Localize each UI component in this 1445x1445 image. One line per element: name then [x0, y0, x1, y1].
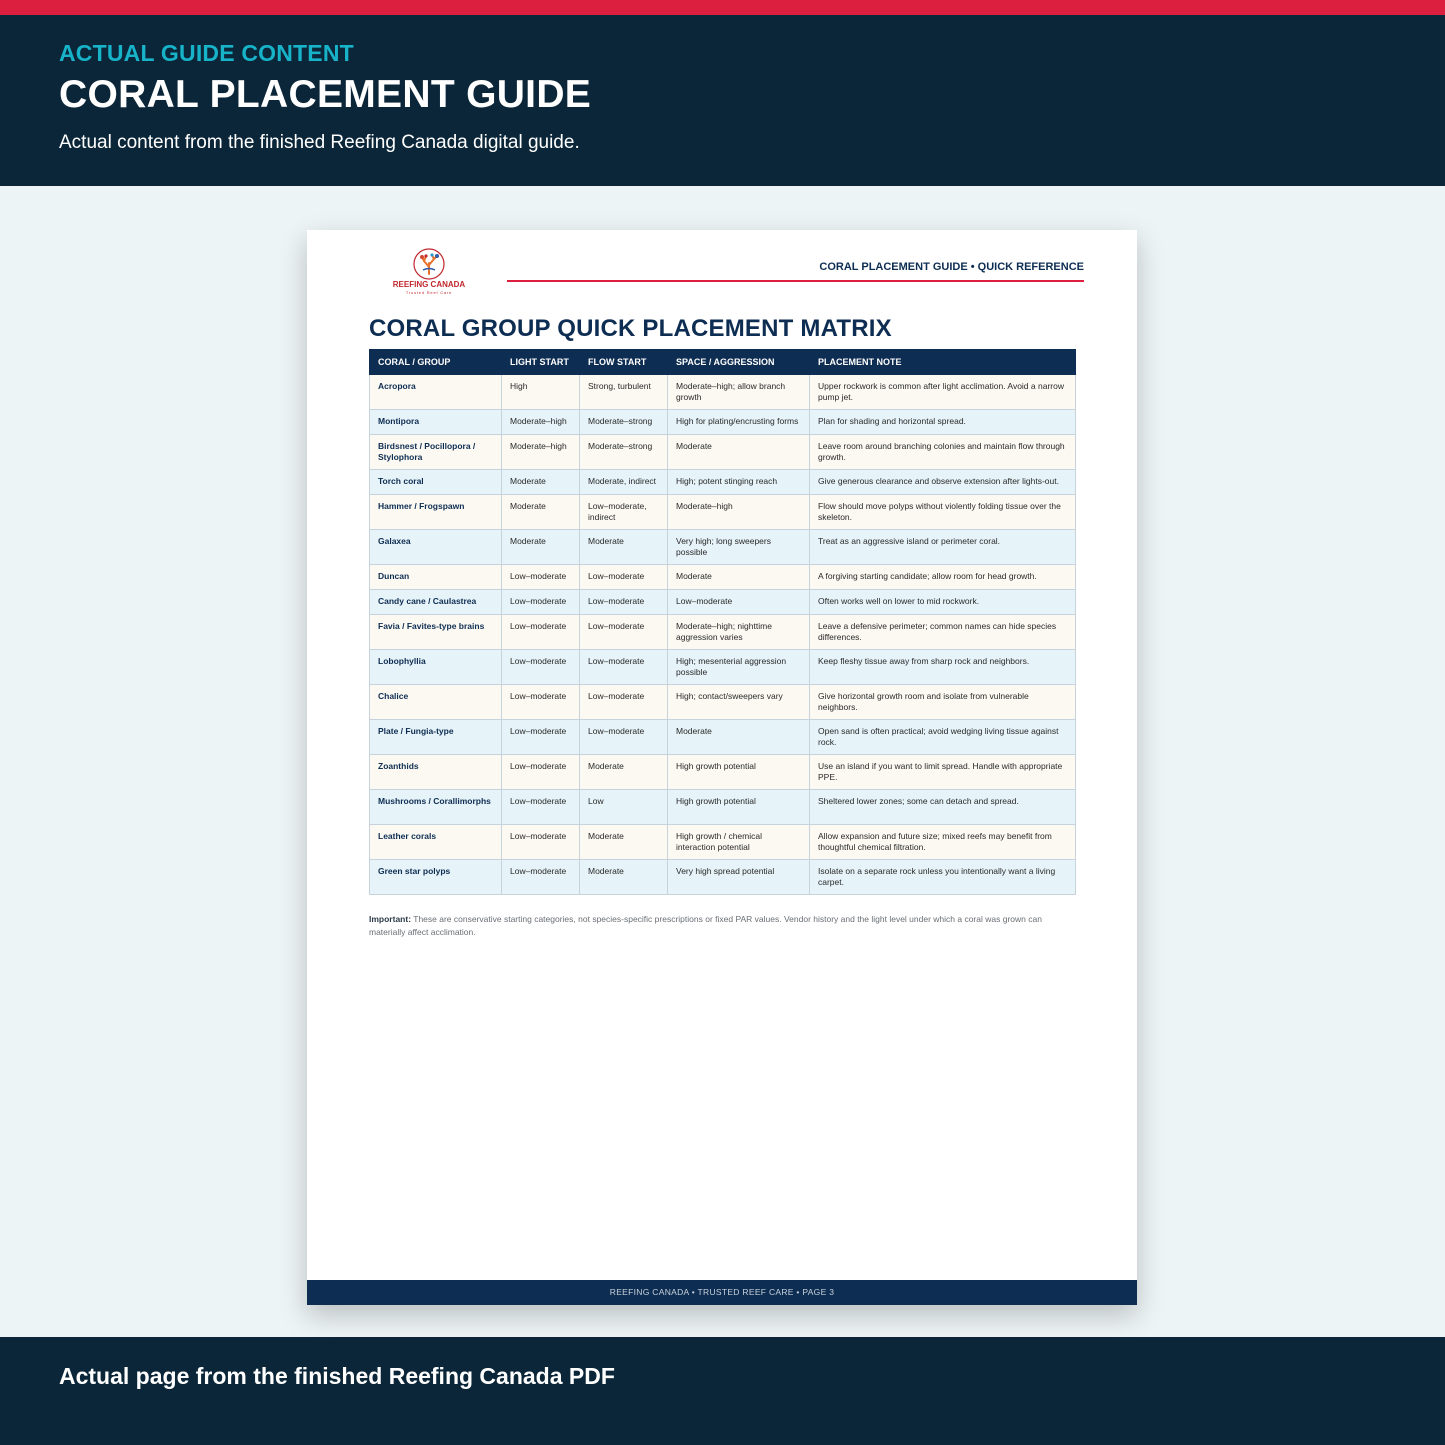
- logo-tagline: Trusted Reef Care: [405, 290, 453, 295]
- table-cell: Moderate, indirect: [580, 470, 668, 495]
- table-cell: A forgiving starting candidate; allow room for head growth.: [810, 565, 1076, 590]
- coral-group-cell: Acropora: [370, 375, 502, 410]
- coral-group-cell: Plate / Fungia-type: [370, 720, 502, 755]
- placement-matrix-table: [369, 349, 1076, 895]
- table-cell: High; potent stinging reach: [668, 470, 810, 495]
- table-row: [370, 790, 1076, 825]
- table-cell: Moderate: [668, 565, 810, 590]
- table-cell: High for plating/encrusting forms: [668, 410, 810, 435]
- page-footer: REEFING CANADA • TRUSTED REEF CARE • PAGE 3: [307, 1280, 1137, 1305]
- coral-group-cell: Chalice: [370, 685, 502, 720]
- table-row: [370, 650, 1076, 685]
- table-cell: Low–moderate: [502, 790, 580, 825]
- table-cell: Moderate: [668, 720, 810, 755]
- column-header: LIGHT START: [502, 350, 580, 375]
- table-cell: Very high spread potential: [668, 860, 810, 895]
- table-cell: High growth / chemical interaction potential: [668, 825, 810, 860]
- table-cell: Give horizontal growth room and isolate from vulnerable neighbors.: [810, 685, 1076, 720]
- column-header: CORAL / GROUP: [370, 350, 502, 375]
- table-cell: Low–moderate: [580, 590, 668, 615]
- coral-group-cell: Mushrooms / Corallimorphs: [370, 790, 502, 825]
- table-cell: Moderate: [502, 530, 580, 565]
- table-row: [370, 685, 1076, 720]
- table-row: [370, 590, 1076, 615]
- coral-group-cell: Torch coral: [370, 470, 502, 495]
- coral-group-cell: Hammer / Frogspawn: [370, 495, 502, 530]
- important-note: [369, 913, 1075, 939]
- table-cell: Low–moderate, indirect: [580, 495, 668, 530]
- table-cell: Moderate–high; allow branch growth: [668, 375, 810, 410]
- table-cell: Low–moderate: [502, 720, 580, 755]
- table-cell: Often works well on lower to mid rockwork.: [810, 590, 1076, 615]
- table-row: [370, 470, 1076, 495]
- running-head: CORAL PLACEMENT GUIDE • QUICK REFERENCE: [819, 261, 1084, 273]
- table-cell: Leave a defensive perimeter; common names can hide species differences.: [810, 615, 1076, 650]
- coral-group-cell: Leather corals: [370, 825, 502, 860]
- table-cell: Low–moderate: [502, 615, 580, 650]
- table-cell: Strong, turbulent: [580, 375, 668, 410]
- table-cell: Flow should move polyps without violently folding tissue over the skeleton.: [810, 495, 1076, 530]
- table-cell: Low–moderate: [502, 755, 580, 790]
- table-cell: Low–moderate: [580, 565, 668, 590]
- table-cell: Leave room around branching colonies and maintain flow through growth.: [810, 435, 1076, 470]
- table-cell: High: [502, 375, 580, 410]
- table-cell: Give generous clearance and observe extension after lights-out.: [810, 470, 1076, 495]
- table-cell: High growth potential: [668, 790, 810, 825]
- table-cell: Low–moderate: [668, 590, 810, 615]
- table-cell: Low–moderate: [502, 565, 580, 590]
- table-row: [370, 860, 1076, 895]
- table-header-row: [370, 350, 1076, 375]
- table-cell: Upper rockwork is common after light acclimation. Avoid a narrow pump jet.: [810, 375, 1076, 410]
- table-cell: High; contact/sweepers vary: [668, 685, 810, 720]
- hero-eyebrow: ACTUAL GUIDE CONTENT: [59, 40, 354, 66]
- table-row: [370, 565, 1076, 590]
- coral-group-cell: Galaxea: [370, 530, 502, 565]
- table-cell: Moderate–strong: [580, 435, 668, 470]
- table-cell: Moderate–strong: [580, 410, 668, 435]
- coral-group-cell: Lobophyllia: [370, 650, 502, 685]
- table-cell: Low: [580, 790, 668, 825]
- coral-group-cell: Candy cane / Caulastrea: [370, 590, 502, 615]
- table-cell: Moderate: [502, 495, 580, 530]
- table-cell: Very high; long sweepers possible: [668, 530, 810, 565]
- table-row: [370, 495, 1076, 530]
- table-cell: Moderate: [580, 755, 668, 790]
- table-cell: Plan for shading and horizontal spread.: [810, 410, 1076, 435]
- table-cell: Moderate: [668, 435, 810, 470]
- table-cell: Low–moderate: [502, 860, 580, 895]
- top-accent-stripe: [0, 0, 1445, 15]
- matrix-title: CORAL GROUP QUICK PLACEMENT MATRIX: [369, 315, 892, 342]
- coral-group-cell: Zoanthids: [370, 755, 502, 790]
- table-row: [370, 435, 1076, 470]
- table-cell: Low–moderate: [580, 720, 668, 755]
- table-row: [370, 615, 1076, 650]
- table-cell: Sheltered lower zones; some can detach and spread.: [810, 790, 1076, 825]
- table-cell: High; mesenterial aggression possible: [668, 650, 810, 685]
- table-cell: Use an island if you want to limit spread. Handle with appropriate PPE.: [810, 755, 1076, 790]
- table-cell: Low–moderate: [580, 685, 668, 720]
- footer-caption: Actual page from the finished Reefing Canada PDF: [59, 1363, 615, 1389]
- table-cell: Low–moderate: [502, 825, 580, 860]
- table-cell: Allow expansion and future size; mixed reefs may benefit from thoughtful chemical filtration.: [810, 825, 1076, 860]
- table-cell: Low–moderate: [502, 590, 580, 615]
- table-row: [370, 410, 1076, 435]
- table-cell: Moderate: [580, 825, 668, 860]
- hero-subtitle: Actual content from the finished Reefing Canada digital guide.: [59, 132, 580, 153]
- table-cell: Low–moderate: [502, 650, 580, 685]
- table-row: [370, 530, 1076, 565]
- important-label: Important:: [369, 914, 412, 924]
- coral-group-cell: Favia / Favites-type brains: [370, 615, 502, 650]
- hero-header: [0, 15, 1445, 186]
- table-row: [370, 825, 1076, 860]
- reefing-canada-logo: [392, 248, 466, 296]
- table-cell: Moderate–high: [502, 410, 580, 435]
- column-header: SPACE / AGGRESSION: [668, 350, 810, 375]
- table-cell: Moderate–high; nighttime aggression varies: [668, 615, 810, 650]
- coral-group-cell: Duncan: [370, 565, 502, 590]
- column-header: FLOW START: [580, 350, 668, 375]
- column-header: PLACEMENT NOTE: [810, 350, 1076, 375]
- table-row: [370, 375, 1076, 410]
- table-cell: Low–moderate: [580, 650, 668, 685]
- table-cell: Moderate–high: [668, 495, 810, 530]
- table-cell: Open sand is often practical; avoid wedging living tissue against rock.: [810, 720, 1076, 755]
- table-cell: Moderate–high: [502, 435, 580, 470]
- footer-band: [0, 1337, 1445, 1445]
- table-cell: Isolate on a separate rock unless you intentionally want a living carpet.: [810, 860, 1076, 895]
- table-cell: Low–moderate: [502, 685, 580, 720]
- table-cell: Low–moderate: [580, 615, 668, 650]
- table-cell: Moderate: [502, 470, 580, 495]
- hero-title: CORAL PLACEMENT GUIDE: [59, 73, 592, 116]
- important-text: These are conservative starting categories, not species-specific prescriptions or fixed PAR values. Vendor history and the light level under which a coral was grown can materially affect acclimation.: [369, 914, 1042, 937]
- table-cell: High growth potential: [668, 755, 810, 790]
- table-cell: Treat as an aggressive island or perimeter coral.: [810, 530, 1076, 565]
- logo-brand-text: REEFING CANADA: [392, 280, 466, 289]
- table-row: [370, 720, 1076, 755]
- table-cell: Moderate: [580, 860, 668, 895]
- table-cell: Moderate: [580, 530, 668, 565]
- coral-logo-icon: [413, 248, 445, 280]
- coral-group-cell: Birdsnest / Pocillopora / Stylophora: [370, 435, 502, 470]
- table-row: [370, 755, 1076, 790]
- table-cell: Keep fleshy tissue away from sharp rock and neighbors.: [810, 650, 1076, 685]
- document-page: [307, 230, 1137, 1305]
- coral-group-cell: Montipora: [370, 410, 502, 435]
- coral-group-cell: Green star polyps: [370, 860, 502, 895]
- header-rule: [507, 280, 1084, 282]
